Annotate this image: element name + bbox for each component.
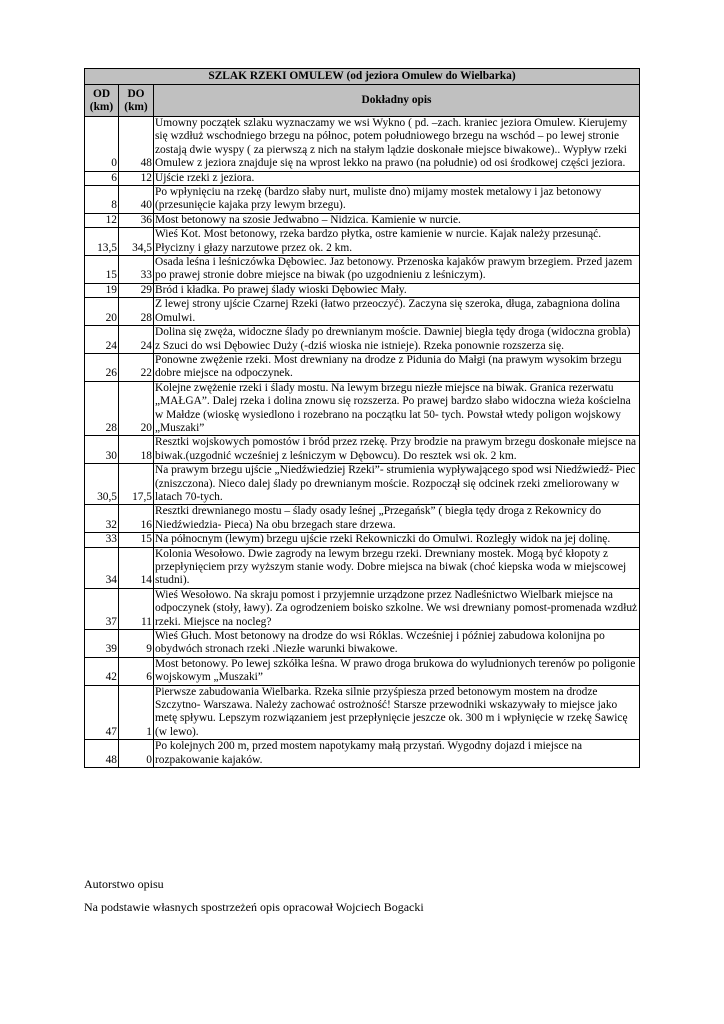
description-cell: Na północnym (lewym) brzegu ujście rzeki Rekowniczki do Omulwi. Rozległy widok na jej dolinę. bbox=[154, 533, 640, 547]
km-to-cell: 18 bbox=[119, 436, 154, 464]
header-opis: Dokładny opis bbox=[154, 85, 640, 117]
route-table-container bbox=[84, 68, 639, 768]
table-row bbox=[85, 228, 640, 256]
km-from-cell: 34 bbox=[85, 547, 119, 588]
table-row bbox=[85, 353, 640, 381]
description-cell: Po wpłynięciu na rzekę (bardzo słaby nurt, muliste dno) mijamy mostek metalowy i jaz betonowy (przesunięcie kajaka przy lewym brzegu). bbox=[154, 186, 640, 214]
description-cell: Dolina się zwęża, widoczne ślady po drewnianym moście. Dawniej biegła tędy droga (widoczna grobla) z Szuci do wsi Dębowiec Duży (-dziś wioska nie istnieje). Rzeka ponownie rozszerza się. bbox=[154, 326, 640, 354]
table-row bbox=[85, 657, 640, 685]
km-from-cell: 0 bbox=[85, 117, 119, 172]
description-cell: Kolejne zwężenie rzeki i ślady mostu. Na lewym brzegu niezłe miejsce na biwak. Granica rezerwatu „MAŁGA”. Dalej rzeka i dolina znowu się rozszerza. Po prawej bardzo słabo widoczna wieża kościelna w Małdze (wioskę wysiedlono i rozebrano na początku lat 50- tych. Powstał wtedy poligon wojskowy „Muszaki” bbox=[154, 381, 640, 436]
km-to-cell: 24 bbox=[119, 326, 154, 354]
km-from-cell: 42 bbox=[85, 657, 119, 685]
km-to-cell: 48 bbox=[119, 117, 154, 172]
table-row bbox=[85, 213, 640, 227]
table-row bbox=[85, 685, 640, 740]
author-text: Na podstawie własnych spostrzeżeń opis opracował Wojciech Bogacki bbox=[84, 900, 424, 914]
km-from-cell: 6 bbox=[85, 171, 119, 185]
author-label: Autorstwo opisu bbox=[84, 877, 164, 891]
km-from-cell: 32 bbox=[85, 505, 119, 533]
description-cell: Resztki drewnianego mostu – ślady osady leśnej „Przegańsk” ( biegła tędy droga z Rekownicy do Niedźwiedzia- Pieca) Na obu brzegach stare drzewa. bbox=[154, 505, 640, 533]
table-row bbox=[85, 547, 640, 588]
description-cell: Umowny początek szlaku wyznaczamy we wsi Wykno ( pd. –zach. kraniec jeziora Omulew. Kierujemy się wzdłuż wschodniego brzegu na północ, potem południowego brzegu na wschód – po lewej stronie zostają dwie wyspy ( za pierwszą z nich na stałym lądzie doskonałe miejsce biwakowe).. Wypływ rzeki Omulew z jeziora znajduje się na wprost lekko na prawo (na południe) od osi środkowej części jeziora. bbox=[154, 117, 640, 172]
km-from-cell: 37 bbox=[85, 588, 119, 629]
km-to-cell: 22 bbox=[119, 353, 154, 381]
table-row bbox=[85, 464, 640, 505]
description-cell: Wieś Wesołowo. Na skraju pomost i przyjemnie urządzone przez Nadleśnictwo Wielbark miejsce na odpoczynek (stoły, ławy). Za ogrodzeniem boisko szkolne. We wsi drewniany pomost-promenada wzdłuż rzeki. Miejsce na nocleg? bbox=[154, 588, 640, 629]
table-row bbox=[85, 505, 640, 533]
description-cell: Ujście rzeki z jeziora. bbox=[154, 171, 640, 185]
km-to-cell: 20 bbox=[119, 381, 154, 436]
km-from-cell: 28 bbox=[85, 381, 119, 436]
header-od: OD (km) bbox=[85, 85, 119, 117]
km-to-cell: 40 bbox=[119, 186, 154, 214]
table-row bbox=[85, 298, 640, 326]
table-row bbox=[85, 117, 640, 172]
footer-notes bbox=[84, 877, 424, 914]
table-row bbox=[85, 186, 640, 214]
description-cell: Kolonia Wesołowo. Dwie zagrody na lewym brzegu rzeki. Drewniany mostek. Mogą być kłopoty z przepłynięciem przy wyższym stanie wody. Dobre miejsca na biwak (choć kiepska woda w miejscowej studni). bbox=[154, 547, 640, 588]
km-from-cell: 26 bbox=[85, 353, 119, 381]
km-to-cell: 11 bbox=[119, 588, 154, 629]
description-cell: Osada leśna i leśniczówka Dębowiec. Jaz betonowy. Przenoska kajaków prawym brzegiem. Przed jazem po prawej stronie dobre miejsce na biwak (po uzgodnieniu z leśniczym). bbox=[154, 256, 640, 284]
km-from-cell: 47 bbox=[85, 685, 119, 740]
km-to-cell: 28 bbox=[119, 298, 154, 326]
km-to-cell: 16 bbox=[119, 505, 154, 533]
header-do: DO (km) bbox=[119, 85, 154, 117]
route-table bbox=[84, 68, 640, 768]
km-to-cell: 6 bbox=[119, 657, 154, 685]
table-row bbox=[85, 326, 640, 354]
km-from-cell: 12 bbox=[85, 213, 119, 227]
km-from-cell: 8 bbox=[85, 186, 119, 214]
km-from-cell: 30 bbox=[85, 436, 119, 464]
km-to-cell: 34,5 bbox=[119, 228, 154, 256]
description-cell: Ponowne zwężenie rzeki. Most drewniany na drodze z Pidunia do Małgi (na prawym wysokim brzegu dobre miejsce na odpoczynek. bbox=[154, 353, 640, 381]
table-title: SZLAK RZEKI OMULEW (od jeziora Omulew do Wielbarka) bbox=[85, 69, 640, 85]
description-cell: Most betonowy na szosie Jedwabno – Nidzica. Kamienie w nurcie. bbox=[154, 213, 640, 227]
table-row bbox=[85, 533, 640, 547]
km-from-cell: 13,5 bbox=[85, 228, 119, 256]
km-to-cell: 14 bbox=[119, 547, 154, 588]
table-header-row bbox=[85, 85, 640, 117]
km-to-cell: 33 bbox=[119, 256, 154, 284]
km-to-cell: 0 bbox=[119, 740, 154, 768]
km-to-cell: 36 bbox=[119, 213, 154, 227]
table-row bbox=[85, 740, 640, 768]
km-from-cell: 39 bbox=[85, 630, 119, 658]
table-row bbox=[85, 630, 640, 658]
description-cell: Na prawym brzegu ujście „Niedźwiedziej Rzeki”- strumienia wypływającego spod wsi Niedźwiedź- Piec (zniszczona). Nieco dalej ślady po drewnianym moście. Rozpoczął się odcinek rzeki zmeliorowany w latach 70-tych. bbox=[154, 464, 640, 505]
table-body bbox=[85, 117, 640, 768]
description-cell: Wieś Głuch. Most betonowy na drodze do wsi Róklas. Wcześniej i później zabudowa kolonijna po obydwóch stronach rzeki .Niezłe warunki biwakowe. bbox=[154, 630, 640, 658]
km-from-cell: 19 bbox=[85, 283, 119, 297]
km-from-cell: 30,5 bbox=[85, 464, 119, 505]
km-to-cell: 9 bbox=[119, 630, 154, 658]
table-row bbox=[85, 171, 640, 185]
table-row bbox=[85, 283, 640, 297]
description-cell: Pierwsze zabudowania Wielbarka. Rzeka silnie przyśpiesza przed betonowym mostem na drodze Szczytno- Warszawa. Należy zachować ostrożność! Starsze przewodniki wskazywały to miejsce jako metę spływu. Lepszym rozwiązaniem jest przepłynięcie jeszcze ok. 300 m i wpłynięcie w rzekę Sawicę (w lewo). bbox=[154, 685, 640, 740]
table-row bbox=[85, 588, 640, 629]
km-from-cell: 15 bbox=[85, 256, 119, 284]
description-cell: Wieś Kot. Most betonowy, rzeka bardzo płytka, ostre kamienie w nurcie. Kajak należy przesunąć. Płycizny i głazy narzutowe przez ok. 2 km. bbox=[154, 228, 640, 256]
description-cell: Po kolejnych 200 m, przed mostem napotykamy małą przystań. Wygodny dojazd i miejsce na rozpakowanie kajaków. bbox=[154, 740, 640, 768]
km-from-cell: 24 bbox=[85, 326, 119, 354]
km-to-cell: 17,5 bbox=[119, 464, 154, 505]
table-row bbox=[85, 256, 640, 284]
km-to-cell: 29 bbox=[119, 283, 154, 297]
km-from-cell: 48 bbox=[85, 740, 119, 768]
km-to-cell: 15 bbox=[119, 533, 154, 547]
km-from-cell: 20 bbox=[85, 298, 119, 326]
description-cell: Most betonowy. Po lewej szkółka leśna. W prawo droga brukowa do wyludnionych terenów po poligonie wojskowym „Muszaki” bbox=[154, 657, 640, 685]
km-from-cell: 33 bbox=[85, 533, 119, 547]
table-title-row bbox=[85, 69, 640, 85]
table-row bbox=[85, 381, 640, 436]
km-to-cell: 1 bbox=[119, 685, 154, 740]
description-cell: Bród i kładka. Po prawej ślady wioski Dębowiec Mały. bbox=[154, 283, 640, 297]
description-cell: Resztki wojskowych pomostów i bród przez rzekę. Przy brodzie na prawym brzegu doskonałe miejsce na biwak.(uzgodnić wcześniej z leśniczym w Dębowcu). Do resztek wsi ok. 2 km. bbox=[154, 436, 640, 464]
table-row bbox=[85, 436, 640, 464]
km-to-cell: 12 bbox=[119, 171, 154, 185]
description-cell: Z lewej strony ujście Czarnej Rzeki (łatwo przeoczyć). Zaczyna się szeroka, długa, zabagniona dolina Omulwi. bbox=[154, 298, 640, 326]
